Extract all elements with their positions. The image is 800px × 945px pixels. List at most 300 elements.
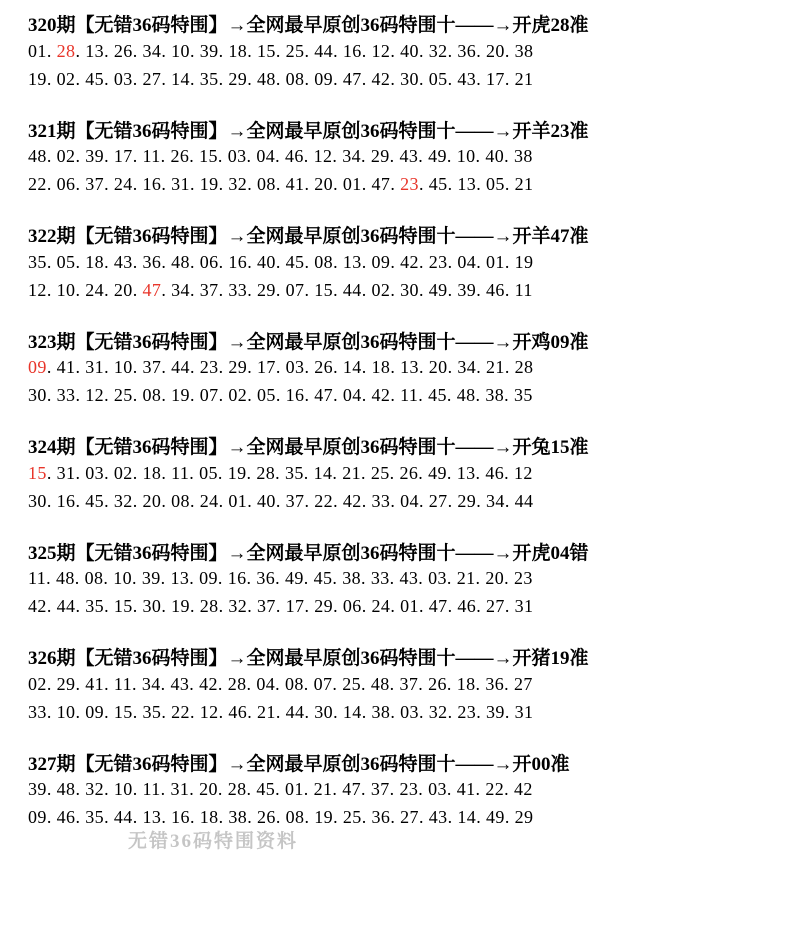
number-cell: 35 (28, 251, 47, 272)
issue-number: 321期 (28, 120, 76, 142)
number-cell: 45 (285, 251, 305, 272)
number-separator: . (361, 68, 367, 89)
number-separator: . (504, 568, 510, 589)
number-separator: . (218, 357, 224, 378)
number-separator: . (476, 251, 482, 272)
number-separator: . (189, 40, 195, 61)
number-separator: . (418, 174, 424, 195)
number-cell: 38 (514, 40, 534, 61)
number-separator: . (75, 701, 81, 722)
number-cell: 35 (199, 68, 219, 89)
number-separator: . (246, 146, 252, 167)
number-cell: 14 (313, 462, 333, 483)
number-separator: . (75, 596, 81, 617)
number-separator: . (104, 490, 109, 511)
number-separator: . (504, 673, 510, 694)
number-separator: . (275, 68, 281, 89)
number-cell: 03 (428, 779, 447, 800)
number-cell: 44 (56, 596, 76, 617)
number-cell: 39 (28, 779, 47, 800)
number-cell: 26 (170, 146, 190, 167)
issue-number: 323期 (28, 331, 76, 353)
number-separator: . (161, 357, 167, 378)
number-cell: 11 (142, 146, 161, 167)
number-cell: 14 (342, 701, 362, 722)
number-row (28, 354, 782, 382)
number-separator: . (304, 807, 310, 828)
number-separator: . (476, 279, 482, 300)
number-cell: 30 (314, 701, 334, 722)
number-cell: 19 (171, 385, 190, 406)
issue-headline (28, 753, 782, 777)
number-separator: . (46, 40, 52, 61)
number-row (28, 66, 782, 94)
number-separator: . (46, 596, 52, 617)
number-separator: . (161, 807, 167, 828)
number-row (28, 277, 782, 305)
number-cell: 20 (142, 490, 162, 511)
number-cell: 36 (142, 251, 162, 272)
number-cell: 19 (28, 68, 47, 89)
number-cell: 29 (370, 146, 390, 167)
number-cell: 46 (486, 279, 505, 300)
number-separator: . (104, 357, 109, 378)
number-cell: 36 (457, 40, 477, 61)
number-separator: . (333, 357, 338, 378)
number-separator: . (446, 385, 452, 406)
number-separator: . (304, 68, 310, 89)
number-cell: 31 (514, 596, 534, 617)
number-separator: . (275, 779, 281, 800)
number-separator: . (333, 279, 338, 300)
number-cell: 23 (199, 357, 219, 378)
issue-block (28, 225, 782, 305)
number-separator: . (447, 490, 453, 511)
number-separator: . (275, 174, 281, 195)
number-separator: . (476, 807, 482, 828)
number-separator: . (389, 673, 395, 694)
number-cell: 41 (456, 779, 476, 800)
number-separator: . (247, 357, 253, 378)
number-cell: 28 (256, 462, 276, 483)
number-separator: . (390, 357, 396, 378)
number-separator: . (333, 490, 338, 511)
number-separator: . (361, 673, 366, 694)
number-cell: 41 (56, 357, 76, 378)
number-cell: 38 (513, 146, 533, 167)
number-separator: . (218, 490, 224, 511)
number-cell: 17 (113, 146, 133, 167)
number-cell: 44 (113, 807, 133, 828)
number-cell: 32 (85, 779, 105, 800)
number-separator: . (132, 146, 138, 167)
number-cell: 47 (428, 596, 448, 617)
number-separator: . (132, 385, 138, 406)
number-separator: . (275, 568, 281, 589)
number-separator: . (247, 68, 253, 89)
number-cell: 34 (486, 490, 505, 511)
watermark-text: 无错36码特围资料 (128, 831, 299, 852)
number-separator: . (275, 279, 281, 300)
number-cell: 47 (371, 174, 391, 195)
number-separator: . (75, 462, 81, 483)
number-cell: 02 (113, 462, 133, 483)
number-cell: 48 (257, 68, 276, 89)
number-separator: . (333, 40, 338, 61)
number-separator: . (390, 596, 396, 617)
number-separator: . (246, 673, 252, 694)
number-cell: 20 (199, 779, 218, 800)
number-cell: 09 (371, 251, 391, 272)
number-cell: 37 (142, 357, 162, 378)
number-cell: 23 (457, 701, 477, 722)
number-cell: 14 (171, 68, 190, 89)
number-separator: . (389, 779, 395, 800)
number-cell: 05 (428, 68, 448, 89)
number-separator: . (275, 40, 281, 61)
number-separator: . (504, 701, 510, 722)
number-separator: . (161, 40, 167, 61)
number-cell: 13 (400, 357, 419, 378)
number-cell: 37 (285, 490, 305, 511)
number-cell: 21 (342, 462, 362, 483)
number-separator: . (189, 596, 195, 617)
number-cell: 26 (399, 462, 419, 483)
number-cell: 23 (513, 568, 533, 589)
number-cell: 15 (314, 279, 334, 300)
number-separator: . (475, 673, 481, 694)
number-separator: . (361, 779, 366, 800)
number-separator: . (390, 490, 396, 511)
number-separator: . (504, 174, 510, 195)
number-separator: . (104, 779, 109, 800)
number-separator: . (475, 568, 481, 589)
number-cell: 10 (113, 357, 133, 378)
number-separator: . (218, 807, 224, 828)
number-cell: 03 (285, 357, 305, 378)
number-cell: 37 (399, 673, 419, 694)
number-cell: 32 (228, 596, 248, 617)
number-cell: 08 (285, 807, 305, 828)
number-separator: . (247, 174, 253, 195)
number-separator: . (132, 673, 137, 694)
number-cell: 10 (56, 279, 76, 300)
number-cell: 29 (457, 490, 477, 511)
number-cell: 13 (456, 462, 476, 483)
number-separator: . (504, 596, 510, 617)
number-separator: . (361, 357, 367, 378)
issue-title: 【无错36码特围】→全网最早原创36码特围十——→开羊23准 (75, 120, 589, 142)
number-cell: 48 (370, 673, 390, 694)
number-cell: 35 (513, 385, 533, 406)
number-cell: 35 (284, 462, 304, 483)
number-separator: . (132, 279, 138, 300)
number-cell: 20 (485, 568, 505, 589)
issue-headline (28, 14, 782, 38)
number-separator: . (247, 701, 253, 722)
number-cell: 42 (513, 779, 533, 800)
number-cell: 09 (28, 807, 47, 828)
issue-title: 【无错36码特围】→全网最早原创36码特围十——→开鸡09准 (75, 331, 589, 353)
number-cell: 38 (485, 385, 505, 406)
number-row (28, 593, 782, 621)
number-separator: . (46, 279, 52, 300)
number-cell: 03 (85, 462, 105, 483)
number-cell: 49 (428, 146, 447, 167)
number-separator: . (189, 701, 195, 722)
number-separator: . (475, 146, 481, 167)
number-separator: . (447, 596, 453, 617)
number-row (28, 699, 782, 727)
number-cell: 32 (428, 40, 448, 61)
number-cell: 15 (113, 701, 133, 722)
number-cell: 45 (256, 779, 276, 800)
number-separator: . (189, 68, 195, 89)
number-separator: . (332, 462, 338, 483)
number-separator: . (418, 146, 424, 167)
number-separator: . (418, 462, 424, 483)
number-cell: 44 (285, 701, 305, 722)
issue-headline (28, 647, 782, 671)
issue-title: 【无错36码特围】→全网最早原创36码特围十——→开虎04错 (75, 542, 589, 564)
number-cell: 13 (142, 807, 162, 828)
number-separator: . (161, 251, 167, 272)
number-cell: 31 (85, 357, 105, 378)
number-separator: . (275, 251, 281, 272)
number-cell: 46 (457, 596, 477, 617)
number-cell: 24 (199, 490, 219, 511)
drawn-number: 28 (56, 40, 76, 61)
number-cell: 33 (371, 490, 391, 511)
issue-number: 324期 (28, 437, 76, 459)
drawn-number: 23 (400, 174, 419, 195)
number-cell: 40 (257, 490, 276, 511)
number-separator: . (304, 279, 310, 300)
number-separator: . (160, 568, 166, 589)
number-cell: 34 (171, 279, 190, 300)
number-cell: 16 (56, 490, 76, 511)
number-cell: 26 (314, 357, 334, 378)
number-cell: 44 (314, 40, 334, 61)
number-cell: 39 (85, 146, 105, 167)
number-separator: . (504, 68, 510, 89)
number-cell: 42 (342, 490, 362, 511)
number-separator: . (161, 596, 167, 617)
number-separator: . (132, 68, 138, 89)
number-cell: 08 (314, 251, 334, 272)
number-separator: . (75, 174, 81, 195)
number-cell: 43 (113, 251, 133, 272)
issue-block (28, 647, 782, 727)
number-separator: . (46, 146, 52, 167)
number-cell: 48 (456, 385, 476, 406)
number-separator: . (303, 146, 309, 167)
number-cell: 06 (56, 174, 76, 195)
number-cell: 04 (256, 673, 276, 694)
number-cell: 09 (85, 701, 105, 722)
number-cell: 09 (199, 568, 218, 589)
number-separator: . (361, 807, 367, 828)
number-cell: 38 (342, 568, 362, 589)
number-cell: 37 (85, 174, 105, 195)
number-separator: . (246, 462, 252, 483)
number-separator: . (217, 673, 223, 694)
number-cell: 19 (199, 174, 219, 195)
number-row (28, 460, 782, 488)
number-separator: . (418, 568, 424, 589)
number-cell: 24 (371, 596, 391, 617)
number-cell: 40 (400, 40, 419, 61)
number-cell: 25 (113, 385, 133, 406)
number-cell: 01 (228, 490, 248, 511)
number-cell: 21 (313, 779, 333, 800)
number-cell: 40 (485, 146, 505, 167)
number-cell: 39 (199, 40, 219, 61)
number-cell: 37 (199, 279, 219, 300)
number-cell: 08 (171, 490, 190, 511)
number-cell: 18 (371, 357, 391, 378)
number-separator: . (132, 40, 138, 61)
number-separator: . (217, 146, 223, 167)
number-separator: . (189, 568, 195, 589)
number-cell: 22 (171, 701, 190, 722)
number-separator: . (475, 385, 481, 406)
issue-block (28, 120, 782, 200)
number-cell: 37 (370, 779, 390, 800)
number-row (28, 804, 782, 832)
number-cell: 15 (199, 146, 218, 167)
number-separator: . (189, 251, 195, 272)
number-cell: 29 (314, 596, 334, 617)
drawn-number: 47 (142, 279, 162, 300)
number-separator: . (389, 462, 395, 483)
number-cell: 19 (171, 596, 190, 617)
number-separator: . (476, 174, 482, 195)
number-separator: . (418, 673, 424, 694)
number-cell: 04 (342, 385, 362, 406)
number-separator: . (275, 385, 281, 406)
number-separator: . (189, 357, 195, 378)
number-cell: 24 (113, 174, 133, 195)
number-separator: . (75, 357, 81, 378)
issue-headline (28, 436, 782, 460)
issue-block (28, 14, 782, 94)
number-cell: 34 (457, 357, 477, 378)
number-cell: 31 (171, 174, 190, 195)
number-cell: 45 (85, 68, 105, 89)
number-separator: . (132, 251, 138, 272)
number-separator: . (75, 779, 81, 800)
number-cell: 11 (514, 279, 533, 300)
number-cell: 44 (171, 357, 190, 378)
number-separator: . (75, 807, 81, 828)
number-separator: . (161, 701, 167, 722)
number-cell: 43 (399, 146, 419, 167)
number-cell: 24 (85, 279, 105, 300)
number-cell: 44 (342, 279, 362, 300)
number-cell: 16 (171, 807, 190, 828)
number-separator: . (447, 40, 453, 61)
number-separator: . (75, 68, 81, 89)
number-separator: . (390, 40, 396, 61)
number-separator: . (447, 279, 453, 300)
number-separator: . (132, 568, 137, 589)
number-separator: . (218, 701, 224, 722)
number-separator: . (46, 462, 52, 483)
number-cell: 11 (142, 779, 161, 800)
number-separator: . (161, 490, 167, 511)
number-separator: . (333, 385, 338, 406)
number-separator: . (189, 385, 195, 406)
number-cell: 02 (228, 385, 248, 406)
number-separator: . (46, 174, 52, 195)
number-cell: 21 (257, 701, 276, 722)
number-separator: . (247, 279, 253, 300)
number-cell: 47 (342, 779, 362, 800)
number-separator: . (475, 462, 481, 483)
number-separator: . (333, 68, 338, 89)
number-separator: . (161, 385, 167, 406)
number-cell: 28 (514, 357, 534, 378)
number-cell: 02 (56, 146, 76, 167)
number-separator: . (504, 779, 510, 800)
number-separator: . (504, 462, 510, 483)
number-cell: 02 (28, 673, 47, 694)
number-cell: 01 (400, 596, 419, 617)
issue-number: 326期 (28, 648, 76, 670)
number-cell: 42 (199, 673, 218, 694)
number-separator: . (303, 673, 309, 694)
number-separator: . (333, 596, 338, 617)
number-cell: 35 (85, 807, 105, 828)
number-row (28, 249, 782, 277)
number-separator: . (446, 673, 452, 694)
number-separator: . (361, 462, 366, 483)
number-separator: . (304, 385, 310, 406)
number-separator: . (218, 279, 224, 300)
number-separator: . (104, 673, 109, 694)
number-separator: . (418, 596, 424, 617)
number-separator: . (303, 568, 309, 589)
number-separator: . (390, 68, 396, 89)
number-cell: 23 (428, 251, 448, 272)
number-cell: 30 (400, 279, 419, 300)
number-cell: 46 (485, 462, 505, 483)
number-separator: . (247, 40, 253, 61)
number-separator: . (46, 385, 52, 406)
number-separator: . (104, 279, 109, 300)
number-separator: . (390, 701, 396, 722)
number-cell: 42 (400, 251, 419, 272)
number-separator: . (361, 385, 367, 406)
number-cell: 29 (514, 807, 534, 828)
number-cell: 34 (142, 40, 162, 61)
number-cell: 13 (170, 568, 190, 589)
issue-number: 327期 (28, 753, 76, 775)
number-cell: 20 (113, 279, 133, 300)
number-separator: . (189, 807, 195, 828)
number-separator: . (475, 779, 481, 800)
number-cell: 25 (370, 462, 390, 483)
number-separator: . (304, 596, 310, 617)
number-cell: 12 (199, 701, 219, 722)
number-cell: 49 (428, 462, 447, 483)
number-cell: 03 (428, 568, 447, 589)
number-cell: 13 (457, 174, 477, 195)
number-cell: 30 (400, 68, 419, 89)
number-separator: . (476, 490, 482, 511)
number-separator: . (275, 596, 281, 617)
